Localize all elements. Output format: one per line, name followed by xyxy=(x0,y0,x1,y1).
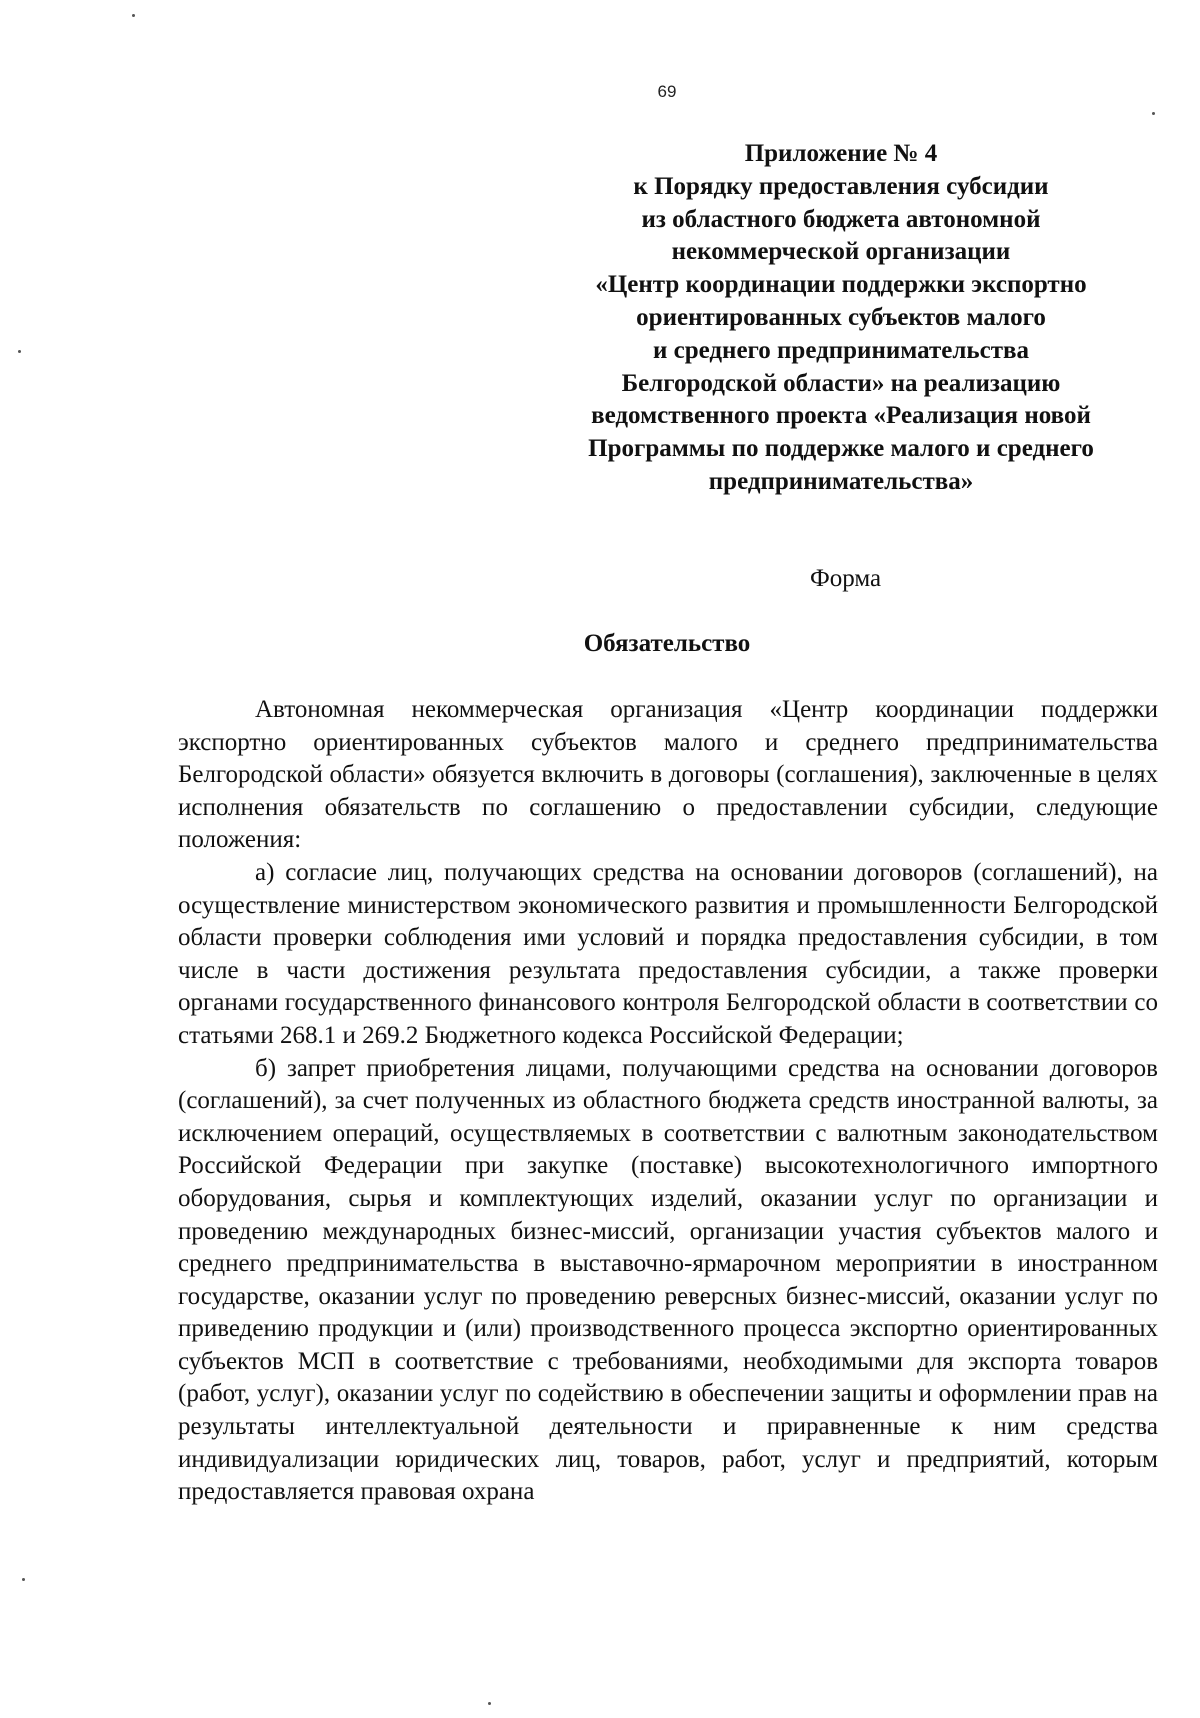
scan-speck xyxy=(132,14,135,17)
appendix-line: и среднего предпринимательства xyxy=(652,336,1029,364)
scan-speck xyxy=(18,350,21,353)
scan-speck xyxy=(1152,112,1155,115)
appendix-line: Приложение № 4 xyxy=(744,140,938,167)
page-number: 69 xyxy=(657,82,677,101)
appendix-line: ведомственного проекта «Реализация новой xyxy=(591,402,1091,430)
document-body xyxy=(178,694,1158,1509)
appendix-line: к Порядку предоставления субсидии xyxy=(633,172,1049,200)
scan-speck xyxy=(488,1702,491,1705)
appendix-line: Программы по поддержке малого и среднего xyxy=(588,435,1094,463)
appendix-line: «Центр координации поддержки экспортно xyxy=(595,271,1087,299)
appendix-line: ориентированных субъектов малого xyxy=(636,303,1046,331)
form-label: Форма xyxy=(810,565,882,592)
paragraph-item-b: б) запрет приобретения лицами, получающими средства на основании договоров (соглашений), за счет полученных из областного бюджета средств иностранной валюты, за исключением операций, осуществляемых в соответствии с валютным законодательством Российской Федерации при закупке (поставке) высокотехнологичного импортного оборудования, сырья и комплектующих изделий, оказании услуг по организации и проведению международных бизнес-миссий, организации участия субъектов малого и среднего предпринимательства в выставочно-ярмарочном мероприятии в иностранном государстве, оказании услуг по проведению реверсных бизнес-миссий, оказании услуг по приведению продукции и (или) производственного процесса экспортно ориентированных субъектов МСП в соответствие с требованиями, необходимыми для экспорта товаров (работ, услуг), оказании услуг по содействию в обеспечении защиты и оформлении прав на результаты интеллектуальной деятельности и приравненные к ним средства индивидуализации юридических лиц, товаров, работ, услуг и предприятий, которым предоставляется правовая охрана xyxy=(178,1054,1158,1506)
appendix-header xyxy=(556,138,1126,499)
paragraph-item-a: а) согласие лиц, получающих средства на основании договоров (соглашений), на осуществление министерством экономического развития и промышленности Белгородской области проверки соблюдения ими условий и порядка предоставления субсидии, в том числе в части достижения результата предоставления субсидии, а также проверки органами государственного финансового контроля Белгородской области в соответствии со статьями 268.1 и 269.2 Бюджетного кодекса Российской Федерации; xyxy=(178,858,1158,1049)
scan-speck xyxy=(22,1578,25,1581)
appendix-line: некоммерческой организации xyxy=(671,238,1011,266)
document-title: Обязательство xyxy=(583,630,751,657)
appendix-line: Белгородской области» на реализацию xyxy=(621,369,1061,397)
appendix-line: предпринимательства» xyxy=(708,467,974,495)
paragraph-intro: Автономная некоммерческая организация «Центр координации поддержки экспортно ориентированных субъектов малого и среднего предпринимательства Белгородской области» обязуется включить в договоры (соглашения), заключенные в целях исполнения обязательств по соглашению о предоставлении субсидии, следующие положения: xyxy=(178,696,1158,854)
appendix-line: из областного бюджета автономной xyxy=(641,205,1041,233)
